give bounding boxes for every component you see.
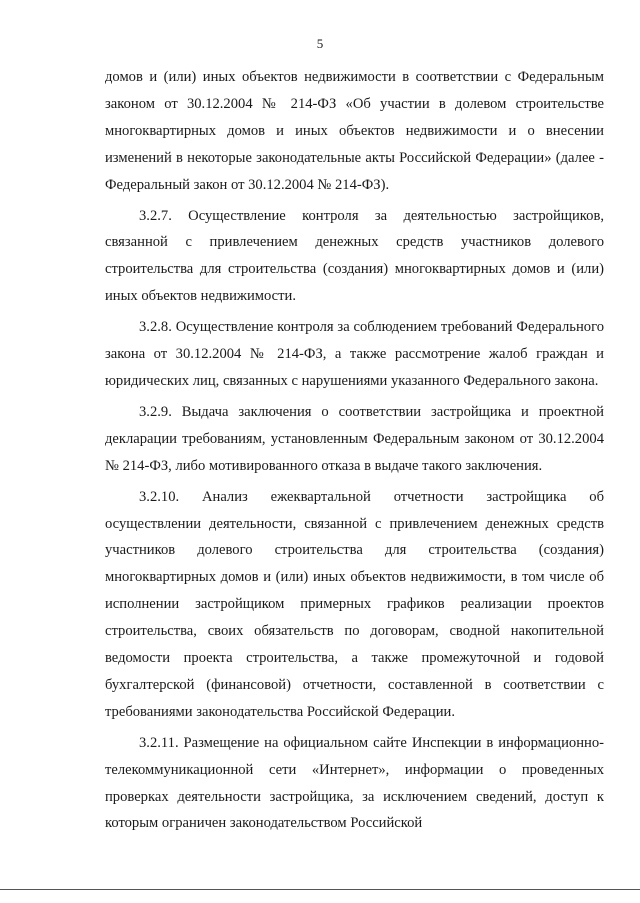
page-bottom-rule xyxy=(0,889,640,890)
paragraph-3-2-10: 3.2.10. Анализ ежеквартальной отчетности застройщика об осуществлении деятельности, связанной с привлечением денежных средств участников долевого строительства для строительства (создания) многоквартирных домов и (или) иных объектов недвижимости, в том числе об исполнении застройщиком примерных графиков реализации проектов строительства, своих обязательств по договорам, сводной накопительной ведомости проекта строительства, а также промежуточной и годовой бухгалтерской (финансовой) отчетности, составленной в соответствии с требованиями законодательства Российской Федерации. xyxy=(105,488,604,720)
paragraph-3-2-11: 3.2.11. Размещение на официальном сайте Инспекции в информационно-телекоммуникационной сети «Интернет», информации о проведенных проверках деятельности застройщика, за исключением сведений, доступ к которым ограничен законодательством Российской xyxy=(105,734,604,832)
paragraph-3-2-7: 3.2.7. Осуществление контроля за деятельностью застройщиков, связанной с привлечением денежных средств участников долевого строительства для строительства (создания) многоквартирных домов и (или) иных объектов недвижимости. xyxy=(105,207,604,305)
paragraph-3-2-9: 3.2.9. Выдача заключения о соответствии застройщика и проектной декларации требованиям, установленным Федеральным законом от 30.12.2004 № 214-ФЗ, либо мотивированного отказа в выдаче такого заключения. xyxy=(105,403,604,474)
paragraph-3-2-8: 3.2.8. Осуществление контроля за соблюдением требований Федерального закона от 30.12.2004 № 214-ФЗ, а также рассмотрение жалоб граждан и юридических лиц, связанных с нарушениями указанного Федерального закона. xyxy=(105,319,604,389)
paragraph-continuation: домов и (или) иных объектов недвижимости в соответствии с Федеральным законом от 30.12.2004 № 214-ФЗ «Об участии в долевом строительстве многоквартирных домов и иных объектов недвижимости и о внесении изменений в некоторые законодательные акты Российской Федерации» (далее - Федеральный закон от 30.12.2004 № 214-ФЗ). xyxy=(105,69,604,193)
page-number: 5 xyxy=(316,36,324,51)
document-body xyxy=(105,64,604,837)
